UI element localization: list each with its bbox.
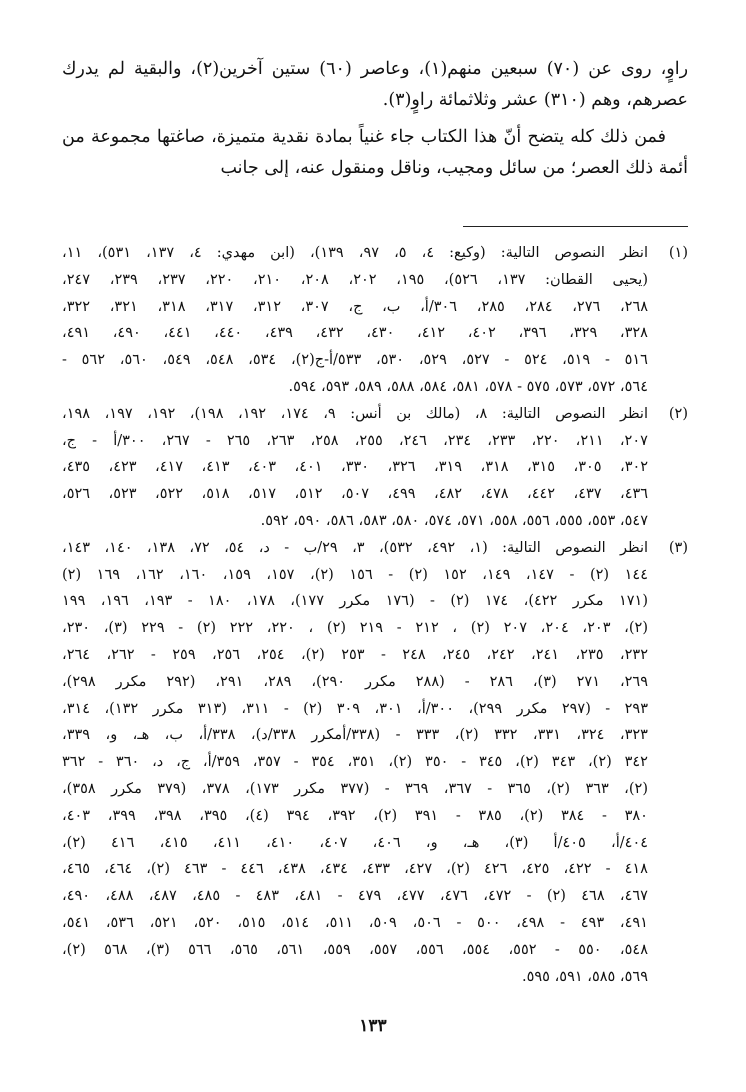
footnote-line: ٥١٦ - ٥١٩، ٥٢٤ - ٥٢٧، ٥٢٩، ٥٣٠، ٥٣٣/أ-ج(٢)، ٥٣٤، ٥٤٨، ٥٤٩، ٥٦٠، ٥٦٢ - (62, 352, 648, 369)
footnote-text (62, 240, 648, 401)
page-number: ١٣٣ (359, 1016, 387, 1036)
footnote-line: ٥٦٤، ٥٧٢، ٥٧٣، ٥٧٥ - ٥٧٨، ٥٨١، ٥٨٤، ٥٨٨، ٥٨٩، ٥٩٣، ٥٩٤. (288, 378, 648, 395)
footnote-line: انظر النصوص التالية: ٨، (مالك بن أنس: ٩، ١٧٤، ١٩٢، ١٩٨)، ١٩٢، ١٩٧، ١٩٨، (62, 405, 648, 422)
footnote-text (62, 535, 648, 991)
footnote-line: (يحيى القطان: ١٣٧، ٥٢٦)، ١٩٥، ٢٠٢، ٢٠٨، ٢١٠، ٢٢٠، ٢٣٧، ٢٣٩، ٢٤٧، (62, 271, 648, 288)
footnote-divider (463, 226, 688, 227)
footnote-line: ٣٠٢، ٣٠٥، ٣١٥، ٣١٨، ٣١٩، ٣٢٦، ٣٣٠، ٤٠١، ٤٠٣، ٤١٣، ٤١٧، ٤٢٣، ٤٣٥، (62, 459, 648, 476)
footnote-line: ٥٦٩، ٥٨٥، ٥٩١، ٥٩٥. (522, 968, 648, 985)
footnote-line: ٢٦٩، ٢٧١ (٣)، ٢٨٦ - (٢٨٨ مكرر ٢٩٠)، ٢٨٩، ٢٩١، (٢٩٢ مكرر ٢٩٨)، (62, 673, 648, 690)
footnote-number: (٢) (668, 405, 688, 422)
footnote-line: ٢٣٢، ٢٣٥، ٢٤١، ٢٤٢، ٢٤٥، ٢٤٨ - ٢٥٣ (٢)، ٢٥٤، ٢٥٦، ٢٥٩ - ٢٦٢، ٢٦٤، (62, 646, 648, 663)
footnote-line: انظر النصوص التالية: (وكيع: ٤، ٥، ٩٧، ١٣٩)، (ابن مهدي: ٤، ١٣٧، ٥٣١)، ١١، (62, 245, 648, 261)
paragraph-1: راوٍ، روى عن (٧٠) سبعين منهم(١)، وعاصر (٦٠) ستين آخرين(٢)، والبقية لم يدرك عصرهم، وهم (٣١٠) عشر وثلاثمائة راوٍ(٣). (62, 59, 689, 110)
footnote-line: ٣٤٢ (٢)، ٣٤٣ (٢)، ٣٤٥ - ٣٥٠ (٢)، ٣٥١، ٣٥٤ - ٣٥٧، ٣٥٩/أ، ج، د، ٣٦٠ - ٣٦٢ (62, 754, 648, 771)
footnote-number: (١) (668, 245, 688, 261)
paragraph-2: فمن ذلك كله يتضح أنّ هذا الكتاب جاء غنياً بمادة نقدية متميزة، صاغتها مجموعة من أئمة ذلك العصر؛ من سائل ومجيب، وناقل ومنقول عنه، إلى جانب (62, 127, 688, 178)
footnote-line: ٤١٨ - ٤٢٢، ٤٢٥، ٤٢٦ (٢)، ٤٢٧، ٤٣٣، ٤٣٤، ٤٣٨، ٤٤٦ - ٤٦٣ (٢)، ٤٦٤، ٤٦٥، (62, 861, 648, 878)
footnote-line: (١٧١ مكرر ٤٢٢)، ١٧٤ (٢) - (١٧٦ مكرر ١٧٧)، ١٧٨، ١٨٠ - ١٩٣، ١٩٦، ١٩٩ (62, 593, 648, 610)
footnote (62, 401, 688, 535)
footnote-text (62, 401, 648, 535)
footnote-line: ٣٢٨، ٣٢٩، ٣٩٦، ٤٠٢، ٤١٢، ٤٣٠، ٤٣٢، ٤٣٩، ٤٤٠، ٤٤١، ٤٩٠، ٤٩١، (62, 325, 648, 342)
footnote-line: ٢٩٣ - (٢٩٧ مكرر ٢٩٩)، ٣٠٠/أ، ٣٠١، ٣٠٩ (٢) - ٣١١، (٣١٣ مكرر ١٣٢)، ٣١٤، (62, 700, 648, 717)
footnotes-section (62, 240, 688, 990)
footnote-line: ٤٣٦، ٤٣٧، ٤٤٢، ٤٧٨، ٤٨٢، ٤٩٩، ٥٠٧، ٥١٢، ٥١٧، ٥١٨، ٥٢٢، ٥٢٣، ٥٢٦، (62, 486, 648, 503)
footnote-number: (٣) (668, 539, 688, 556)
main-text (62, 54, 688, 184)
footnote-line: ٢٠٧، ٢١١، ٢٢٠، ٢٣٣، ٢٣٤، ٢٤٦، ٢٥٥، ٢٥٨، ٢٦٣، ٢٦٥ - ٢٦٧، ٣٠٠/أ - ج، (62, 432, 648, 449)
footnote-line: ٤٦٧، ٤٦٨ (٢) - ٤٧٢، ٤٧٦، ٤٧٧، ٤٧٩ - ٤٨١، ٤٨٣ - ٤٨٥، ٤٨٧، ٤٨٨، ٤٩٠، (62, 888, 648, 905)
footnote-line: (٢)، ٣٦٣ (٢)، ٣٦٥ - ٣٦٧، ٣٦٩ - (٣٧٧ مكرر ١٧٣)، ٣٧٨، (٣٧٩ مكرر ٣٥٨)، (62, 780, 648, 797)
footnote (62, 535, 688, 991)
footnote-line: ٥٤٧، ٥٥٣، ٥٥٥، ٥٥٦، ٥٥٨، ٥٧١، ٥٧٤، ٥٨٠، ٥٨٣، ٥٨٦، ٥٩٠، ٥٩٢. (260, 512, 648, 529)
footnote-line: ٣٨٠ - ٣٨٤ (٢)، ٣٨٥ - ٣٩١ (٢)، ٣٩٢، ٣٩٤ (٤)، ٣٩٥، ٣٩٨، ٣٩٩، ٤٠٣، (62, 807, 648, 824)
footnote (62, 240, 688, 401)
footnote-line: ٥٤٨، ٥٥٠ - ٥٥٢، ٥٥٤، ٥٥٦، ٥٥٧، ٥٥٩، ٥٦١، ٥٦٥، ٥٦٦ (٣)، ٥٦٨ (٢)، (62, 941, 648, 958)
footnote-line: ٣٢٣، ٣٢٤، ٣٣١، ٣٣٢ (٢)، ٣٣٣ - (٣٣٨/أمكرر ٣٣٨/د)، ٣٣٨/أ، ب، هـ، و، ٣٣٩، (62, 727, 648, 744)
footnote-line: ٤٠٤/أ، ٤٠٥/أ (٣)، هـ، و، ٤٠٦، ٤٠٧، ٤١٠، ٤١١، ٤١٥، ٤١٦ (٢)، (62, 834, 648, 851)
footnote-line: ١٤٤ (٢) - ١٤٧، ١٤٩، ١٥٢ (٢) - ١٥٦ (٢)، ١٥٧، ١٥٩، ١٦٠، ١٦٢، ١٦٩ (٢) (62, 566, 648, 583)
footnote-line: ٤٩١، ٤٩٣ - ٤٩٨، ٥٠٠ - ٥٠٦، ٥٠٩، ٥١١، ٥١٤، ٥١٥، ٥٢٠، ٥٢١، ٥٣٦، ٥٤١، (62, 914, 648, 931)
footnote-line: ٢٦٨، ٢٧٦، ٢٨٤، ٢٨٥، ٣٠٦/أ، ب، ج، ٣٠٧، ٣١٢، ٣١٧، ٣١٨، ٣٢١، ٣٢٢، (62, 298, 648, 315)
footnote-line: (٢)، ٢٠٣، ٢٠٤، ٢٠٧ (٢) ، ٢١٢ - ٢١٩ (٢) ، ٢٢٠، ٢٢٢ (٢) - ٢٢٩ (٣)، ٢٣٠، (62, 620, 648, 637)
footnote-line: انظر النصوص التالية: (١، ٤٩٢، ٥٣٢)، ٣، ٢٩/ب - د، ٥٤، ٧٢، ١٣٨، ١٤٠، ١٤٣، (62, 539, 648, 556)
